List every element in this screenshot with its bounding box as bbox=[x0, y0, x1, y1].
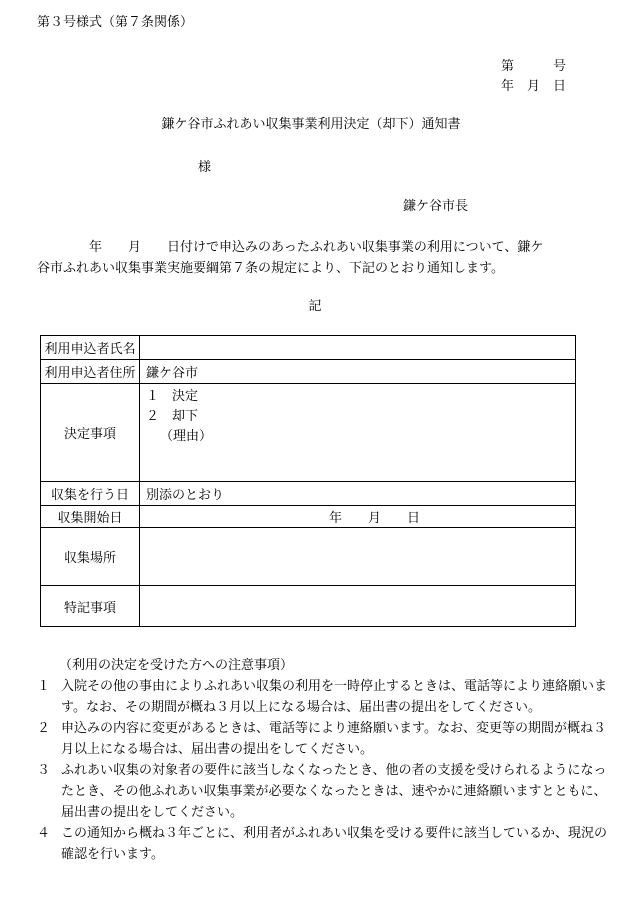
decision-field[interactable] bbox=[140, 384, 576, 482]
note-text: ふれあい収集の対象者の要件に該当しなくなったとき、他の者の支援を受けられるようになったとき、その他ふれあい収集事業が必要なくなったときは、速やかに連絡願いますとともに、届出書の提出をしてください。 bbox=[61, 763, 607, 820]
collection-day-field[interactable]: 別添のとおり bbox=[140, 482, 576, 506]
note-text: 入院その他の事由によりふれあい収集の利用を一時停止するときは、電話等により連絡願います。なお、その期間が概ね３月以上になる場合は、届出書の提出をしてください。 bbox=[61, 679, 608, 715]
collection-place-field[interactable] bbox=[140, 528, 576, 586]
table-row bbox=[41, 336, 576, 360]
applicant-address-label: 利用申込者住所 bbox=[41, 360, 140, 384]
decision-reason: （理由） bbox=[160, 429, 213, 444]
decision-option-approve[interactable]: １ 決定 bbox=[146, 389, 199, 404]
applicant-name-field[interactable] bbox=[140, 336, 576, 360]
document-number: 第 号 bbox=[501, 59, 567, 74]
note-number: ２ bbox=[37, 721, 51, 736]
addressee: 様 bbox=[198, 160, 212, 175]
table-row bbox=[41, 586, 576, 627]
start-date-field[interactable]: 年 月 日 bbox=[140, 506, 576, 528]
table-row bbox=[41, 528, 576, 586]
note-number: ４ bbox=[37, 826, 51, 841]
list-item bbox=[37, 760, 607, 823]
remarks-field[interactable] bbox=[140, 586, 576, 627]
body-line-2: 谷市ふれあい収集事業実施要綱第７条の規定により、下記のとおり通知します。 bbox=[37, 261, 504, 276]
sender: 鎌ケ谷市長 bbox=[403, 199, 469, 214]
decision-label: 決定事項 bbox=[41, 384, 140, 482]
table-row bbox=[41, 482, 576, 506]
ki-heading: 記 bbox=[308, 299, 322, 314]
applicant-address-field[interactable]: 鎌ケ谷市 bbox=[140, 360, 576, 384]
remarks-label: 特記事項 bbox=[41, 586, 140, 627]
decision-option-reject[interactable]: ２ 却下 bbox=[146, 409, 199, 424]
collection-place-label: 収集場所 bbox=[41, 528, 140, 586]
document-title bbox=[0, 118, 630, 131]
table-row bbox=[41, 506, 576, 528]
note-text: この通知から概ね３年ごとに、利用者がふれあい収集を受ける要件に該当しているか、現況の確認を行います。 bbox=[61, 826, 608, 862]
applicant-name-label: 利用申込者氏名 bbox=[41, 336, 140, 360]
issue-date: 年 月 日 bbox=[501, 79, 567, 94]
table-row bbox=[41, 360, 576, 384]
start-date-label: 収集開始日 bbox=[41, 506, 140, 528]
table-row bbox=[41, 384, 576, 482]
note-number: ３ bbox=[37, 763, 51, 778]
list-item bbox=[37, 676, 607, 718]
note-number: １ bbox=[37, 679, 51, 694]
document-title-text: 鎌ケ谷市ふれあい収集事業利用決定（却下）通知書 bbox=[161, 117, 461, 132]
body-line-1: 年 月 日付けで申込みのあったふれあい収集事業の利用について、鎌ケ bbox=[37, 240, 544, 255]
body-text bbox=[37, 237, 597, 279]
notes-title: （利用の決定を受けた方への注意事項） bbox=[59, 658, 294, 673]
info-table bbox=[40, 335, 576, 627]
list-item bbox=[37, 718, 607, 760]
notes-section bbox=[37, 655, 607, 865]
list-item bbox=[37, 823, 607, 865]
note-text: 申込みの内容に変更があるときは、電話等により連絡願います。なお、変更等の期間が概ね３月以上になる場合は、届出書の提出をしてください。 bbox=[61, 721, 606, 757]
form-number: 第３号様式（第７条関係） bbox=[37, 15, 194, 30]
collection-day-label: 収集を行う日 bbox=[41, 482, 140, 506]
